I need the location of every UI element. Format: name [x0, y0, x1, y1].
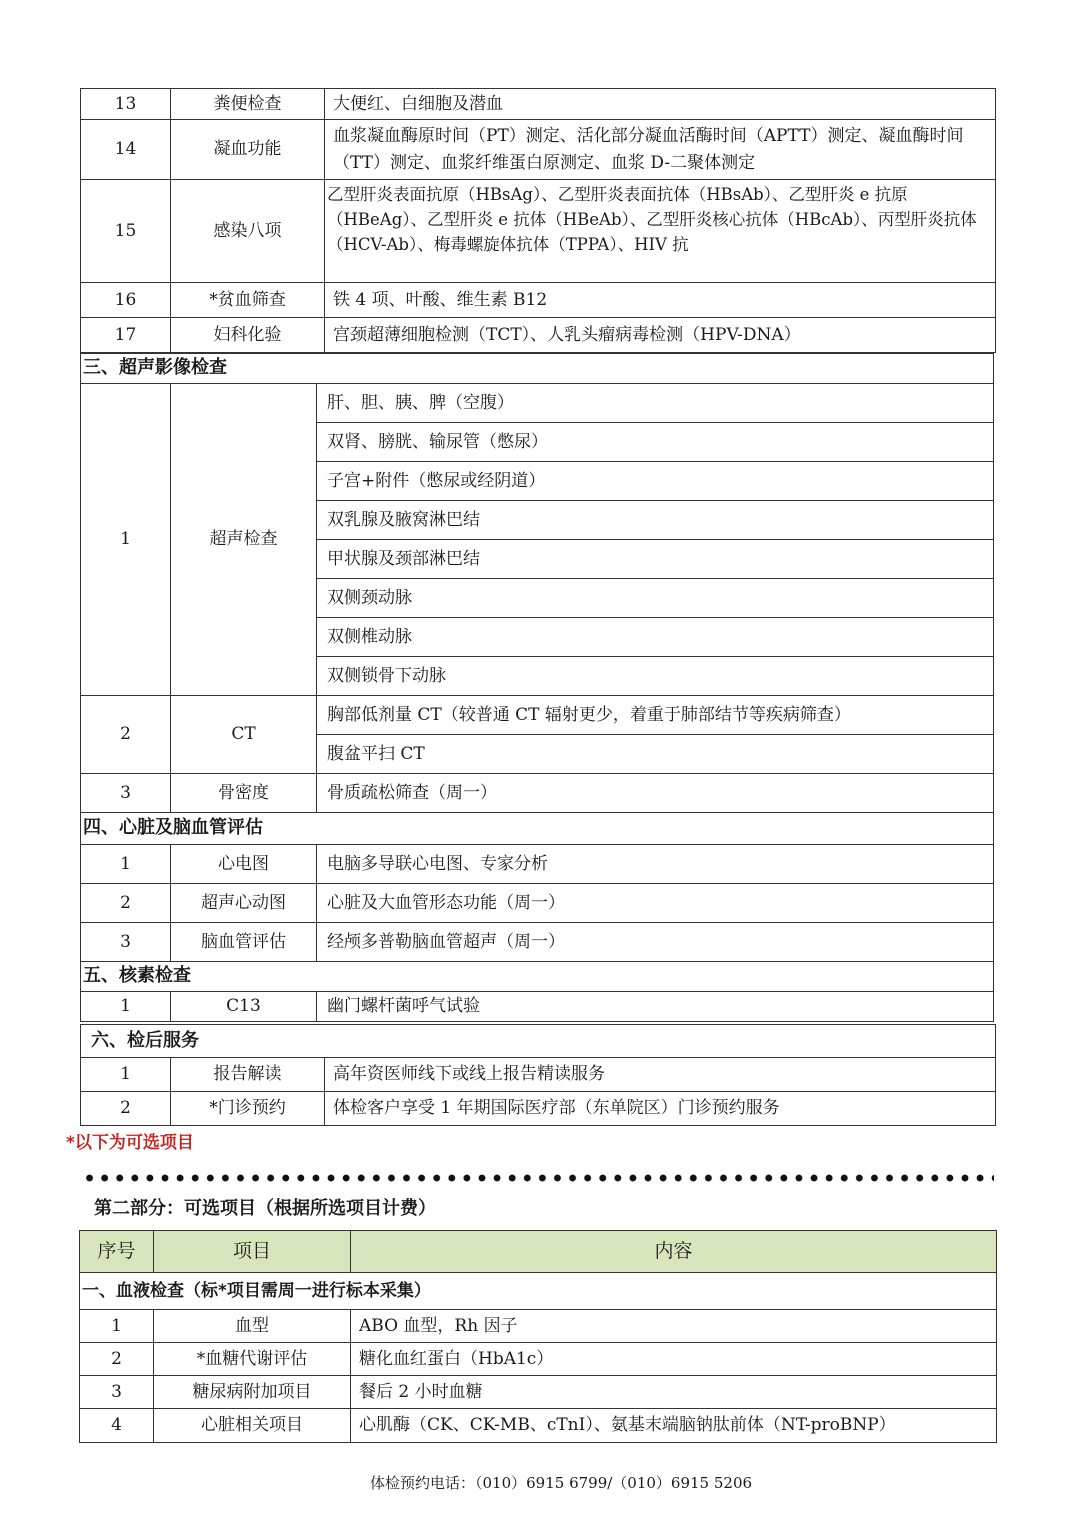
row-number: 1: [81, 845, 171, 884]
optional-note: *以下为可选项目: [66, 1133, 194, 1153]
ct-items: [317, 696, 994, 774]
item-content: 心脏及大血管形态功能（周一）: [317, 884, 994, 923]
item-name: CT: [171, 696, 317, 774]
row-number: 16: [81, 283, 171, 318]
row-number: 2: [81, 884, 171, 923]
table-header: [80, 1231, 997, 1273]
section-title: 五、核素检查: [81, 962, 994, 992]
row-number: 1: [81, 384, 171, 696]
list-item: 肝、胆、胰、脾（空腹）: [317, 384, 993, 423]
part2-title: 第二部分：可选项目（根据所选项目计费）: [94, 1198, 436, 1219]
item-content: 血浆凝血酶原时间（PT）测定、活化部分凝血活酶时间（APTT）测定、凝血酶时间（TT）测定、血浆纤维蛋白原测定、血浆 D-二聚体测定: [325, 120, 996, 180]
list-item: 腹盆平扫 CT: [327, 744, 425, 764]
table-row: [80, 1376, 997, 1409]
item-content: 铁 4 项、叶酸、维生素 B12: [325, 283, 996, 318]
item-name: *贫血筛查: [171, 283, 325, 318]
item-content: 宫颈超薄细胞检测（TCT）、人乳头瘤病毒检测（HPV-DNA）: [325, 318, 996, 353]
header-name: 项目: [154, 1231, 351, 1273]
item-content: 大便红、白细胞及潜血: [325, 89, 996, 120]
item-name: C13: [171, 992, 317, 1022]
item-content: 餐后 2 小时血糖: [351, 1376, 997, 1409]
table-row: [81, 180, 996, 283]
item-content: 体检客户享受 1 年期国际医疗部（东单院区）门诊预约服务: [325, 1092, 996, 1126]
row-number: 13: [81, 89, 171, 120]
list-item: 双侧颈动脉: [317, 579, 993, 618]
item-name: 血型: [154, 1310, 351, 1343]
section-title: 三、超声影像检查: [81, 354, 994, 384]
row-number: 3: [80, 1376, 154, 1409]
row-number: 3: [81, 923, 171, 962]
item-name: 超声心动图: [171, 884, 317, 923]
row-number: 17: [81, 318, 171, 353]
row-number: 4: [80, 1409, 154, 1443]
item-name: *门诊预约: [171, 1092, 325, 1126]
table-row: [81, 318, 996, 353]
row-number: 1: [81, 1058, 171, 1092]
list-item: 双肾、膀胱、输尿管（憋尿）: [317, 423, 993, 462]
list-item: 甲状腺及颈部淋巴结: [317, 540, 993, 579]
row-number: 2: [81, 696, 171, 774]
item-name: 心脏相关项目: [154, 1409, 351, 1443]
list-item: 胸部低剂量 CT（较普通 CT 辐射更少，着重于肺部结节等疾病筛查）: [317, 696, 993, 735]
item-name: 感染八项: [171, 180, 325, 283]
item-name: 超声检查: [171, 384, 317, 696]
imaging-cardio-table: [80, 353, 994, 1022]
item-name: 凝血功能: [171, 120, 325, 180]
list-item: 双侧锁骨下动脉: [327, 666, 446, 686]
item-content: 心肌酶（CK、CK-MB、cTnI）、氨基末端脑钠肽前体（NT-proBNP）: [351, 1409, 997, 1443]
item-name: 糖尿病附加项目: [154, 1376, 351, 1409]
header-no: 序号: [80, 1231, 154, 1273]
item-name: 心电图: [171, 845, 317, 884]
row-number: 1: [81, 992, 171, 1022]
item-content: 幽门螺杆菌呼气试验: [317, 992, 994, 1022]
item-content: 高年资医师线下或线上报告精读服务: [325, 1058, 996, 1092]
list-item: 子宫+附件（憋尿或经阴道）: [317, 462, 993, 501]
dotted-divider: [82, 1171, 994, 1185]
item-name: 骨密度: [171, 774, 317, 813]
section-title: 六、检后服务: [81, 1025, 996, 1058]
item-name: 粪便检查: [171, 89, 325, 120]
table-row: [81, 120, 996, 180]
item-content: 骨质疏松筛查（周一）: [317, 774, 994, 813]
table-row: [80, 1310, 997, 1343]
item-content: 乙型肝炎表面抗原（HBsAg）、乙型肝炎表面抗体（HBsAb）、乙型肝炎 e 抗原（HBeAg）、乙型肝炎 e 抗体（HBeAb）、乙型肝炎核心抗体（HBcAb）、丙型肝炎抗体（HCV-Ab）、梅毒螺旋体抗体（TPPA）、HIV 抗: [325, 180, 996, 283]
item-name: 脑血管评估: [171, 923, 317, 962]
basic-lab-table: [80, 88, 996, 353]
item-content: 经颅多普勒脑血管超声（周一）: [317, 923, 994, 962]
row-number: 2: [81, 1092, 171, 1126]
row-number: 2: [80, 1343, 154, 1376]
row-number: 15: [81, 180, 171, 283]
section-title: 四、心脏及脑血管评估: [81, 813, 994, 845]
row-number: 14: [81, 120, 171, 180]
item-content: 糖化血红蛋白（HbA1c）: [351, 1343, 997, 1376]
row-number: 3: [81, 774, 171, 813]
list-item: 双乳腺及腋窝淋巴结: [317, 501, 993, 540]
ultrasound-items: [317, 384, 994, 696]
list-item: 双侧椎动脉: [317, 618, 993, 657]
footer-phone: 体检预约电话：（010）6915 6799/（010）6915 5206: [370, 1474, 753, 1492]
table-row: [81, 283, 996, 318]
item-name: 妇科化验: [171, 318, 325, 353]
row-number: 1: [80, 1310, 154, 1343]
item-content: 电脑多导联心电图、专家分析: [317, 845, 994, 884]
post-exam-table: [80, 1024, 996, 1126]
item-name: 报告解读: [171, 1058, 325, 1092]
item-content: ABO 血型，Rh 因子: [351, 1310, 997, 1343]
header-content: 内容: [351, 1231, 997, 1273]
section-title: 一、血液检查（标*项目需周一进行标本采集）: [80, 1273, 997, 1310]
table-row: [80, 1409, 997, 1443]
table-row: [80, 1343, 997, 1376]
item-name: *血糖代谢评估: [154, 1343, 351, 1376]
optional-items-table: [79, 1230, 997, 1443]
table-row: [81, 89, 996, 120]
